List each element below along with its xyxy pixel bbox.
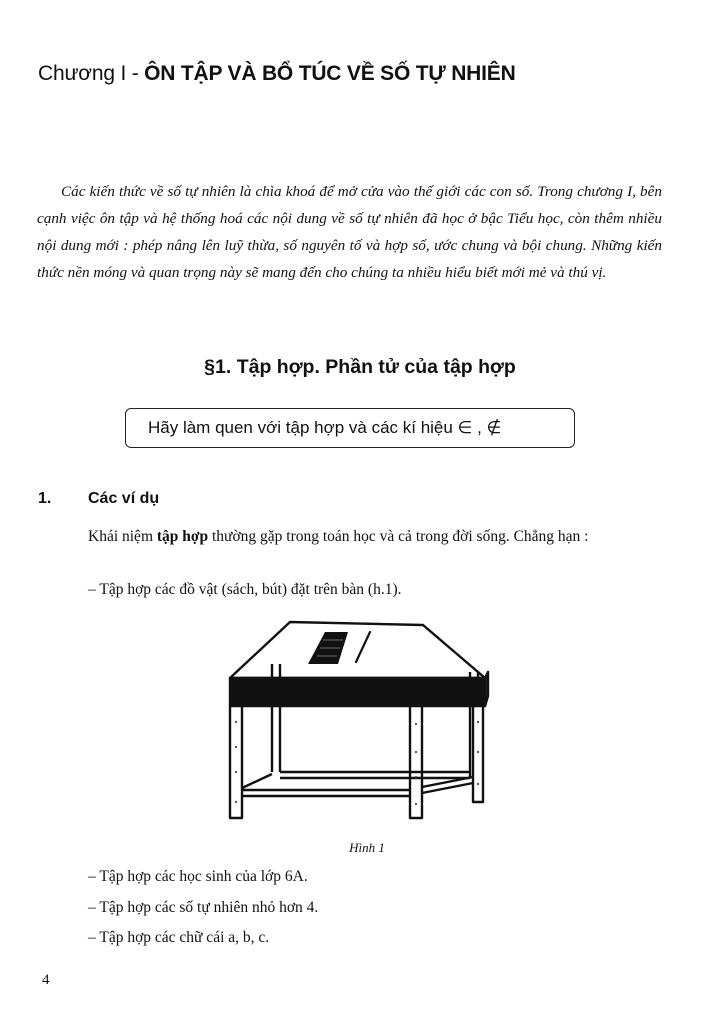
term-tap-hop: tập hợp — [156, 528, 209, 545]
subsection-title: Các ví dụ — [88, 490, 160, 507]
chapter-heading — [38, 62, 678, 86]
list-item: – Tập hợp các chữ cái a, b, c. — [88, 929, 270, 946]
list-item: – Tập hợp các học sinh của lớp 6A. — [88, 868, 308, 885]
list-item: – Tập hợp các số tự nhiên nhỏ hơn 4. — [88, 899, 319, 916]
page-number: 4 — [42, 972, 50, 988]
section-title: §1. Tập hợp. Phần tử của tập hợp — [204, 356, 516, 378]
subsection-number: 1. — [38, 490, 52, 507]
intro-paragraph: Các kiến thức về số tự nhiên là chìa khoá để mở cửa vào thế giới các con số. Trong chương I, bên cạnh việc ôn tập và hệ thống hoá các nội dung về số tự nhiên đã học ở bậc Tiểu học, còn thêm nhiều nội dung mới : phép nâng lên luỹ thừa, số nguyên tố và hợp số, ước chung và bội chung. Những kiến thức nền móng và quan trọng này sẽ mang đến cho chúng ta nhiều hiểu biết mới mẻ và thú vị. — [37, 183, 662, 281]
body-text-after: thường gặp trong toán học và cả trong đời sống. Chẳng hạn : — [208, 528, 589, 545]
body-paragraph — [88, 526, 662, 548]
body-text-before: Khái niệm — [88, 528, 157, 545]
intro-box — [125, 408, 575, 448]
chapter-prefix: Chương I - — [38, 62, 145, 85]
subsection-heading — [38, 490, 159, 508]
figure-caption: Hình 1 — [349, 840, 385, 855]
chapter-title: ÔN TẬP VÀ BỔ TÚC VỀ SỐ TỰ NHIÊN — [144, 62, 516, 85]
table-illustration — [220, 612, 500, 837]
list-item: – Tập hợp các đồ vật (sách, bút) đặt trên bàn (h.1). — [88, 581, 402, 598]
intro-box-text: Hãy làm quen với tập hợp và các kí hiệu ∈ , ∉ — [148, 418, 502, 437]
